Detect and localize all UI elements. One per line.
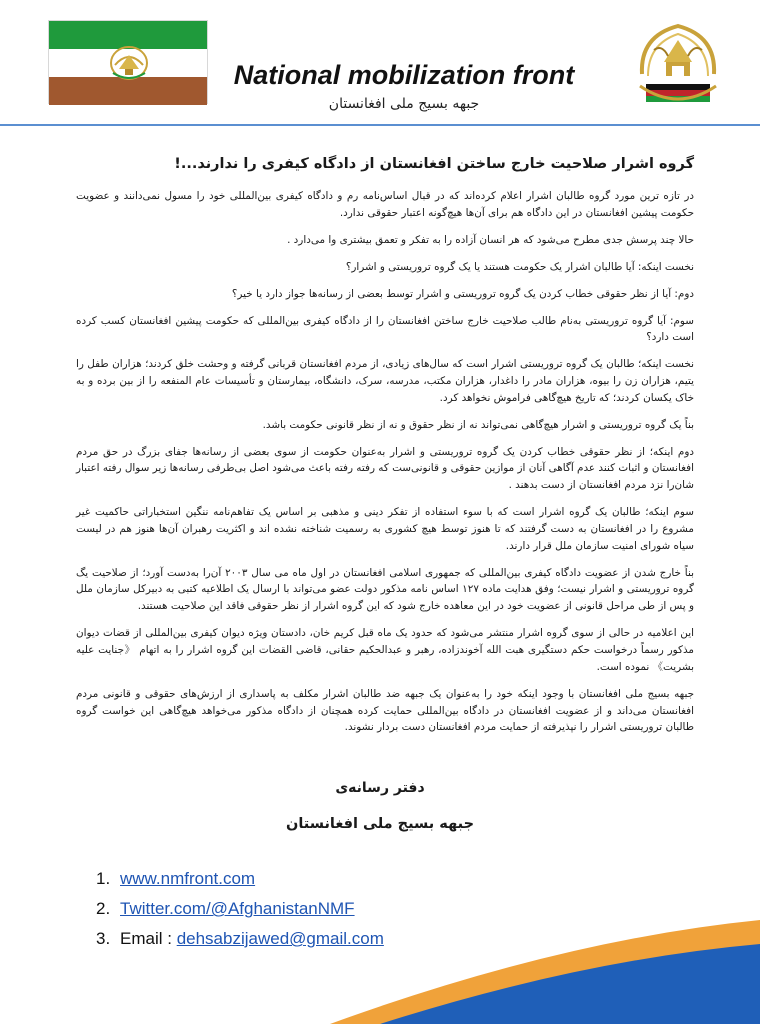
contact-number: 3. — [96, 929, 111, 948]
org-name-english: National mobilization front — [233, 60, 575, 90]
header-divider — [0, 124, 760, 126]
org-name-persian: جبهه بسیج ملی افغانستان — [328, 96, 480, 112]
article-paragraph: حالا چند پرسش جدی مطرح می‌شود که هر انسان آزاده را به تفکر و تعمق بیشتری وا می‌دارد . — [287, 233, 694, 246]
article-paragraph: جبهه بسیج ملی افغانستان با وجود اینکه خود را به‌عنوان یک جبهه ضد طالبان اشرار مکلف به پاسداری از ارزش‌های حقوقی و قانونی مردم افغانستان می‌داند و از عضویت افغانستان در دادگاه بین‌المللی حمایت کرده همچنان از دادگاه مذکور می‌خواهد هیچ‌گاهی این خواست گروه طالبان تروریستی اشرار را نپذیرفته از حمایت مردم افغانستان دست بردار نشوند. — [76, 687, 694, 734]
signature-org: جبهه بسیج ملی افغانستان — [285, 816, 475, 832]
article-paragraph: نخست اینکه؛ طالبان یک گروه تروریستی اشرار است که سال‌های زیادی، از مردم افغانستان قربانی گرفته و وحشت خلق کردند؛ هزاران طفل را یتیم، هزاران زن را بیوه، هزاران مادر را داغدار، هزاران مکتب، مدرسه، سرک، دانشگاه، بیمارستان و تأسیسات عام المنفعه را از بین برده و به خاک یکسان کردند؛ که تاریخ هیچ‌گاهی فراموش نخواهد کرد. — [76, 358, 694, 404]
twitter-link[interactable]: Twitter.com/@AfghanistanNMF — [120, 899, 355, 918]
article-paragraph: بناً خارج شدن از عضویت دادگاه کیفری بین‌المللی که جمهوری اسلامی افغانستان در اول ماه می سال ۲۰۰۳ آن‌را به‌دست آورد؛ از صلاحیت یگ گروه تروریستی و اشرار نیست؛ وفق هدایت ماده ۱۲۷ اساس نامه مذکور دولت عضو می‌تواند با ارسال یک اطلاعیه کتبی به دبیرکل سازمان ملل و پس از طی مراحل قانونی از عضویت خود در این معاهده خارج شود که این گروه اشرار از نظر حقوقی فاقد این صلاحیت هستند. — [76, 566, 694, 613]
national-seal-icon — [632, 16, 724, 112]
article-paragraph: دوم: آیا از نظر حقوقی خطاب کردن یک گروه تروریستی و اشرار توسط بعضی از رسانه‌ها جواز دارد یا خیر؟ — [231, 287, 694, 300]
website-link[interactable]: www.nmfront.com — [120, 869, 256, 888]
article-paragraph: بناً یک گروه تروریستی و اشرار هیچ‌گاهی نمی‌تواند نه از نظر حقوق و نه از نظر قانونی حکومت باشد. — [262, 418, 694, 431]
contact-number: 2. — [96, 899, 111, 918]
article-paragraph: نخست اینکه: آیا طالبان اشرار یک حکومت هستند یا یک گروه تروریستی و اشرار؟ — [345, 260, 694, 273]
contact-number: 1. — [96, 869, 111, 888]
flag-emblem-icon — [105, 43, 153, 83]
contact-label: Email : — [120, 929, 177, 948]
article-paragraph: در تازه ترین مورد گروه طالبان اشرار اعلام کرده‌اند که در قبال اساس‌نامه رم و دادگاه کیفری بین‌المللی خود را مسول نمی‌دانند و عضویت حکومت پیشین افغانستان در این دادگاه هم برای آن‌ها هیچ‌گونه اعتبار حقوقی ندارد. — [76, 190, 694, 220]
afghan-flag — [48, 20, 208, 104]
article-paragraph: سوم: آیا گروه تروریستی به‌نام طالب صلاحیت خارج ساختن افغانستان را از دادگاه کیفری بین‌المللی که حکومت پیشین افغانستان کسب کرده است دارد؟ — [76, 314, 694, 344]
article-paragraph: سوم اینکه؛ طالبان یک گروه اشرار است که با سوء استفاده از تفکر دینی و مذهبی بر اساس یک تفاهم‌نامه ننگین استخباراتی حاکمیت غیر مشروع را در افغانستان به دست گرفتند که تا هنوز توسط هیچ کشوری به رسمیت شناخته نشده اند و اکثریت رهبران آن‌ها هنوز هم در لیست سیاه شورای امنیت سازمان ملل قرار دارند. — [76, 506, 694, 552]
article-body — [76, 154, 694, 746]
article-paragraph: این اعلامیه در حالی از سوی گروه اشرار منتشر می‌شود که حدود یک ماه قبل کریم خان، دادستان ویژه دیوان کیفری بین‌المللی از قضات دیوان مذکور رسماً درخواست حکم دستگیری هبت الله آخوندزاده، رهبر و عبدالحکیم حقانی، قاضی القضات این گروه اشرار را به اتهام 《جنایت علیه بشریت》 نموده است. — [76, 627, 694, 673]
signature-office: دفتر رسانه‌ی — [335, 780, 425, 796]
contact-item — [96, 864, 384, 894]
article-paragraph: دوم اینکه؛ از نظر حقوقی خطاب کردن یک گروه تروریستی و اشرار به‌عنوان حکومت از سوی بعضی از رسانه‌ها جفای بزرگ در حق مردم افغانستان و اثبات کنند عدم آگاهی آنان از موازین حقوقی و قانونی‌ست که رفته رفته باعث می‌شود اصل بی‌طرفی رسانه‌ها زیر سوال رفته اعتبار شان‌را نزد مردم افغانستان از دست بدهند . — [76, 445, 694, 492]
email-link[interactable]: dehsabzijawed@gmail.com — [176, 929, 384, 948]
footer-swoosh — [0, 900, 760, 1024]
article-title: گروه اشرار صلاحیت خارج ساختن افغانستان از دادگاه کیفری را ندارند...! — [174, 156, 694, 172]
